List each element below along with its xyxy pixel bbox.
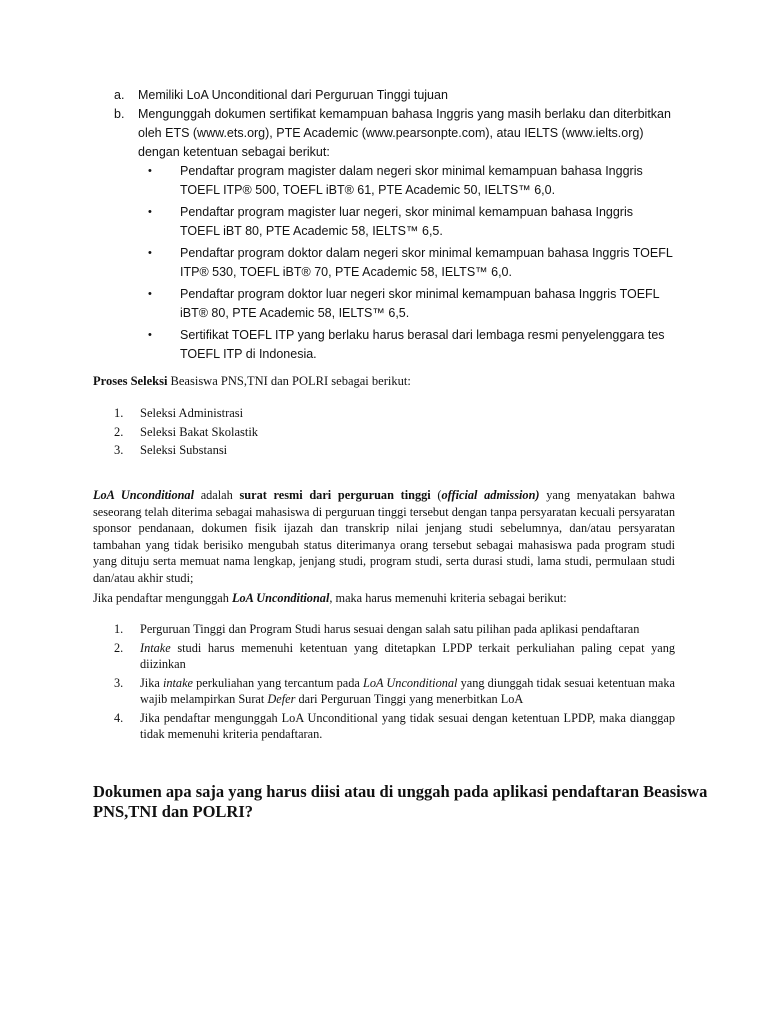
requirement-b (114, 105, 674, 367)
documents-question-heading: Dokumen apa saja yang harus diisi atau di unggah pada aplikasi pendaftaran Beasiswa PNS,TNI dan POLRI? (93, 782, 708, 821)
selection-stage-list (114, 404, 514, 460)
bullet-icon: • (148, 247, 152, 259)
list-item: 3. Jika intake perkuliahan yang tercantum pada LoA Unconditional yang diunggah tidak sesuai ketentuan maka wajib melampirkan Surat Defer dari Perguruan Tinggi yang menerbitkan LoA (114, 675, 675, 706)
proses-seleksi-heading (93, 373, 683, 389)
requirement-a (114, 86, 674, 105)
list-item: 2. Intake studi harus memenuhi ketentuan yang ditetapkan LPDP terkait perkuliahan paling cepat yang diizinkan (114, 640, 675, 671)
list-marker: b. (114, 107, 125, 121)
loa-criteria-list (114, 621, 675, 745)
bullet-icon: • (148, 288, 152, 300)
list-marker: a. (114, 88, 125, 102)
official-admission: official admission) (441, 488, 540, 502)
list-item: • Pendaftar program magister luar negeri, skor minimal kemampuan bahasa Inggris TOEFL iBT 80, PTE Academic 58, IELTS™ 6,5. (138, 203, 674, 241)
loa-definition-paragraph: LoA Unconditional adalah surat resmi dari perguruan tinggi (official admission) yang menyatakan bahwa seseorang telah diterima sebagai mahasiswa di perguruan tinggi tersebut dengan tanpa persyaratan kecuali persyaratan sponsor pendanaan, dokumen fisik ijazah dan transkrip nilai jenjang studi sebelumnya, dan/atau persyaratan tambahan yang tidak berisiko mengubah status diterimanya orang tersebut sebagai mahasiswa pada program studi yang dituju serta memuat nama lengkap, jenjang studi, program studi, serta durasi studi, lama studi, permulaan studi dan/atau akhir studi; (93, 488, 675, 585)
list-item: • Pendaftar program magister dalam negeri skor minimal kemampuan bahasa Inggris TOEFL ITP® 500, TOEFL iBT® 61, PTE Academic 50, IELTS™ 6,0. (138, 162, 674, 200)
list-item: 1. Seleksi Administrasi (114, 406, 244, 420)
list-item: 4. Jika pendaftar mengunggah LoA Unconditional yang tidak sesuai dengan ketentuan LPDP, maka dianggap tidak memenuhi kriteria pendaftaran. (114, 710, 675, 741)
list-item: • Sertifikat TOEFL ITP yang berlaku harus berasal dari lembaga resmi penyelenggara tes TOEFL ITP di Indonesia. (138, 326, 674, 364)
bullet-icon: • (148, 206, 152, 218)
bullet-icon: • (148, 165, 152, 177)
bullet-icon: • (148, 329, 152, 341)
loa-criteria-intro: Jika pendaftar mengunggah LoA Unconditional, maka harus memenuhi kriteria sebagai berikut: (93, 591, 567, 605)
list-item: 1. Perguruan Tinggi dan Program Studi harus sesuai dengan salah satu pilihan pada aplikasi pendaftaran (114, 622, 640, 636)
proses-seleksi-label: Proses Seleksi (93, 374, 168, 388)
list-item: • Pendaftar program doktor luar negeri skor minimal kemampuan bahasa Inggris TOEFL iBT® 80, PTE Academic 58, IELTS™ 6,5. (138, 285, 674, 323)
requirement-text: Memiliki LoA Unconditional dari Perguruan Tinggi tujuan (138, 88, 448, 102)
score-bullet-list (138, 162, 674, 364)
requirement-text: Mengunggah dokumen sertifikat kemampuan bahasa Inggris yang masih berlaku dan diterbitkan oleh ETS (www.ets.org), PTE Academic (www.pearsonpte.com), atau IELTS (www.ielts.org) dengan ketentuan sebagai berikut: (138, 107, 671, 159)
requirements-list (114, 86, 674, 367)
loa-term: LoA Unconditional (93, 488, 194, 502)
list-item: 3. Seleksi Substansi (114, 443, 228, 457)
list-item: • Pendaftar program doktor dalam negeri skor minimal kemampuan bahasa Inggris TOEFL ITP® 530, TOEFL iBT® 70, PTE Academic 58, IELTS™ 6,0. (138, 244, 674, 282)
list-item: 2. Seleksi Bakat Skolastik (114, 424, 259, 439)
loa-surat-resmi: surat resmi dari perguruan tinggi (239, 488, 431, 502)
proses-seleksi-text: Beasiswa PNS,TNI dan POLRI sebagai berikut: (167, 374, 411, 388)
